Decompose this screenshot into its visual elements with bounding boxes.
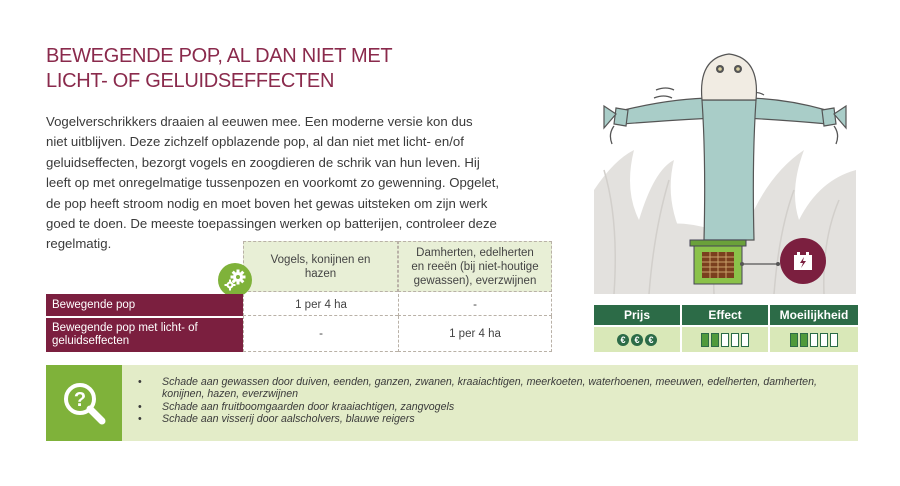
list-item (138, 413, 848, 425)
header-line: gewassen), everzwijnen (413, 274, 537, 287)
level-bar (711, 333, 719, 347)
header-line: Vogels, konijnen en (270, 253, 371, 266)
effect-rating (682, 327, 768, 352)
body-line: regelmatig. (46, 236, 112, 252)
svg-text:?: ? (73, 389, 87, 411)
header-label: Prijs (623, 308, 650, 322)
list-item-text: Schade aan visserij door aalscholvers, blauwe reigers (162, 413, 415, 426)
euro-icon: € (645, 334, 657, 346)
header-label: Effect (708, 308, 742, 322)
body-line: niet uitblijven. Deze zichzelf opblazende pop, al dan niet met licht- en/of (46, 134, 464, 150)
table-cell (243, 316, 398, 352)
level-bar (800, 333, 808, 347)
scarecrow-illustration (594, 40, 856, 294)
list-item (138, 401, 848, 413)
difficulty-rating (770, 327, 858, 352)
euro-icon: € (631, 334, 643, 346)
damage-info-strip (46, 365, 858, 441)
row-label-text: Bewegende pop (52, 298, 136, 311)
cell-value: 1 per 4 ha (449, 327, 501, 340)
body-text (46, 112, 546, 255)
magnifier-icon (46, 365, 122, 441)
body-line: Vogelverschrikkers draaien al eeuwen mee. Een moderne versie kon dus (46, 114, 473, 129)
list-item-text: Schade aan gewassen door duiven, eenden, ganzen, zwanen, kraaiachtigen, meerkoeten, waterhoenen, meeuwen, edelherten, damherten, (162, 376, 817, 388)
rating-header-effect (682, 305, 768, 325)
table-cell (398, 316, 552, 352)
column-header-birds (243, 241, 398, 292)
level-bar (810, 333, 818, 347)
column-header-deer (398, 241, 552, 292)
level-bar (820, 333, 828, 347)
body-line: leeft op met onregelmatige tussenpozen en voorkomt zo gewenning. Opgelet, (46, 175, 500, 191)
row-label-moving-doll (46, 294, 243, 316)
page-title (46, 44, 466, 94)
title-line-1: BEWEGENDE POP, AL DAN NIET MET (46, 45, 393, 67)
row-label-text: Bewegende pop met licht- of (52, 322, 198, 334)
header-line: Damherten, edelherten (416, 246, 534, 259)
level-bar (721, 333, 729, 347)
rating-header-difficulty (770, 305, 858, 325)
header-line: en reeën (bij niet-houtige (411, 260, 539, 273)
body-line: goed te doen. De meeste toepassingen werken op batterijen, controleer deze (46, 216, 497, 232)
row-label-text: geluidseffecten (52, 335, 130, 347)
battery-icon (780, 238, 826, 284)
title-line-2: LICHT- OF GELUIDSEFFECTEN (46, 70, 335, 92)
table-cell (398, 294, 552, 316)
row-label-moving-doll-effects (46, 318, 243, 352)
cell-value: - (319, 327, 323, 340)
gears-icon (218, 263, 252, 297)
euro-icon: € (617, 334, 629, 346)
damage-list (138, 376, 848, 426)
level-bar (790, 333, 798, 347)
level-bar (741, 333, 749, 347)
level-bar (701, 333, 709, 347)
header-line: hazen (304, 267, 337, 280)
price-rating (594, 327, 680, 352)
level-bar (830, 333, 838, 347)
body-line: geluidseffecten, bezorgt vogels en zoogdieren de schrik van hun leven. Hij (46, 154, 480, 170)
list-item (138, 376, 848, 401)
header-label: Moeilijkheid (779, 308, 849, 322)
rating-header-price (594, 305, 680, 325)
body-line: de pop heeft stroom nodig en moet boven het gewas uitsteken om zijn werk (46, 195, 488, 211)
level-bar (731, 333, 739, 347)
list-item-text: Schade aan fruitboomgaarden door kraaiachtigen, zangvogels (162, 400, 455, 413)
list-item-text: konijnen, hazen, everzwijnen (162, 388, 299, 401)
table-cell (243, 294, 398, 316)
cell-value: 1 per 4 ha (295, 298, 347, 311)
cell-value: - (473, 298, 477, 311)
